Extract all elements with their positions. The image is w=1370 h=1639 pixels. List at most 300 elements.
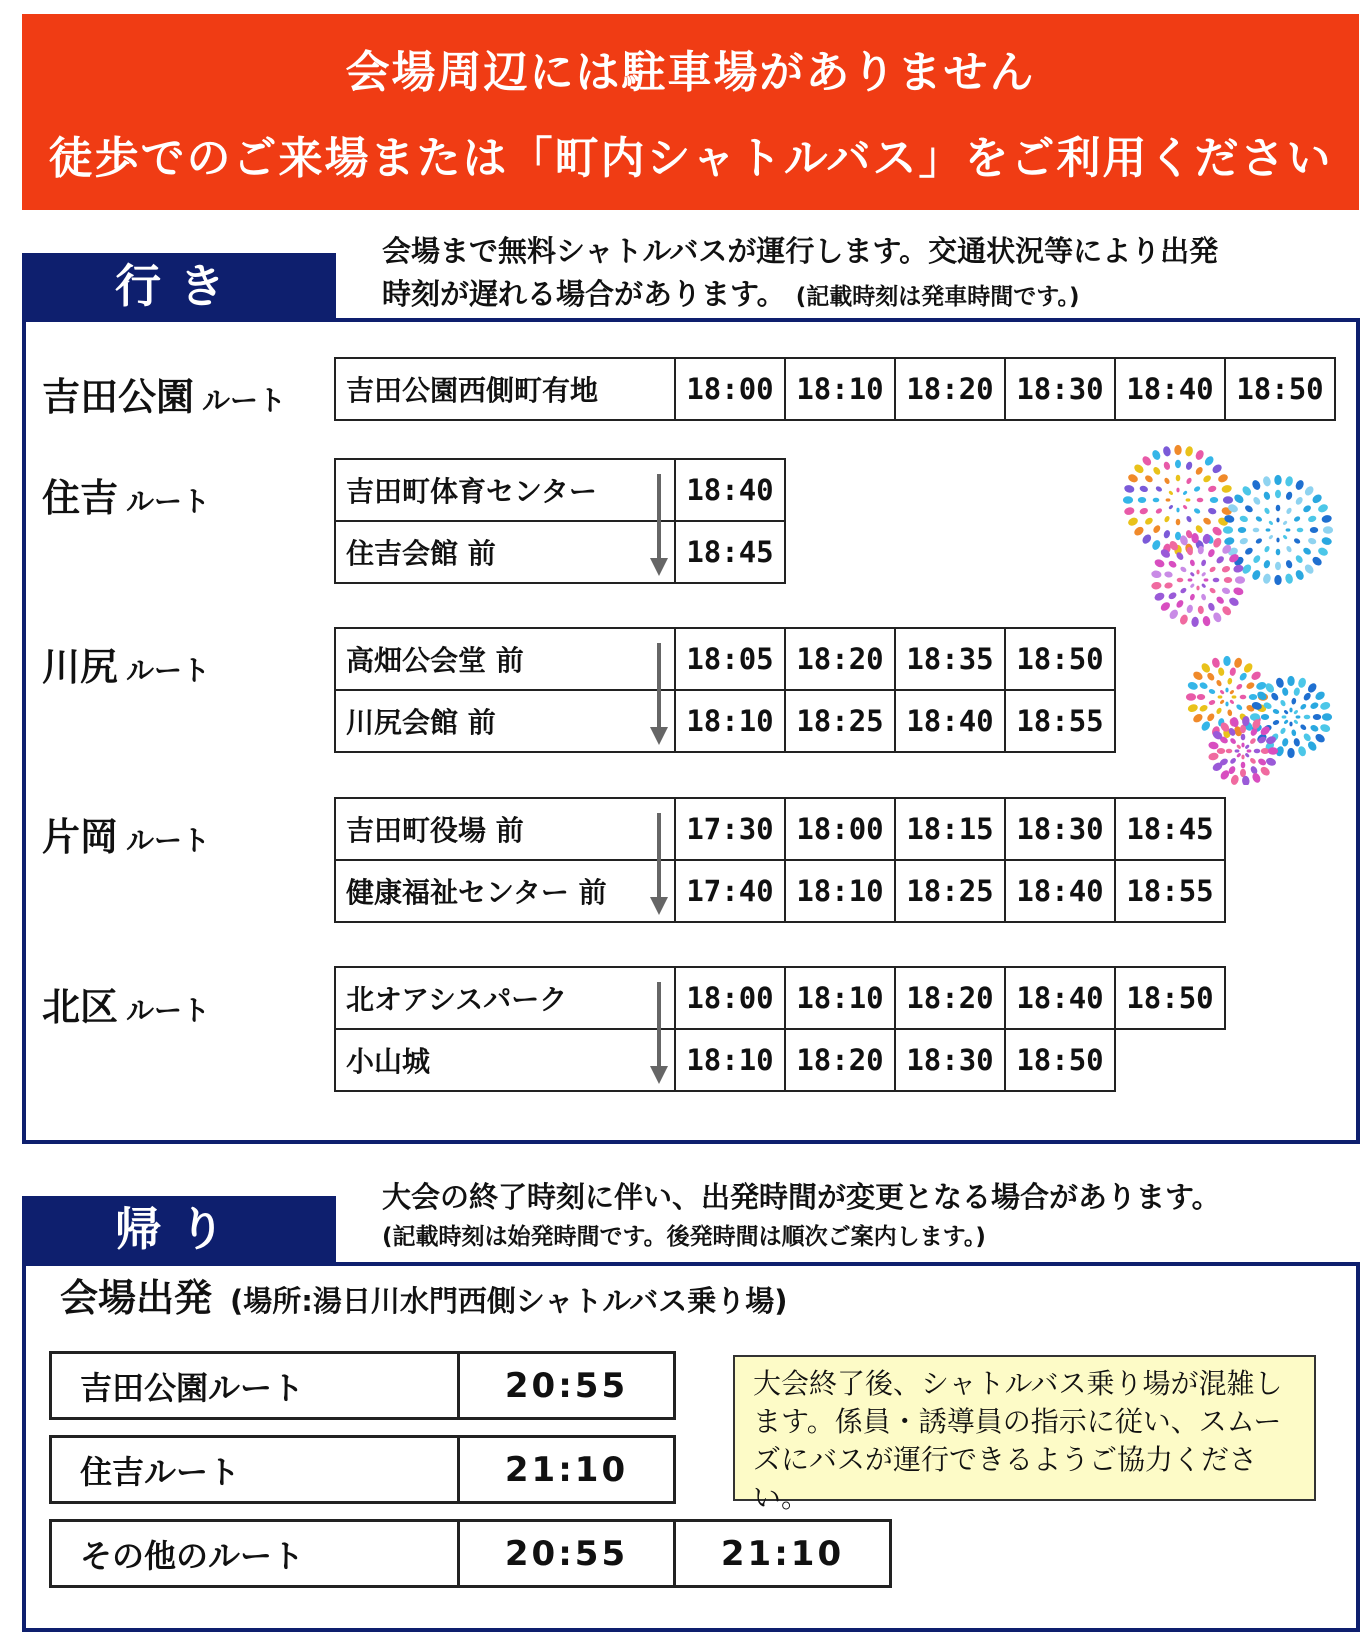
banner-line-2: 徒歩でのご来場または「町内シャトルバス」をご利用ください — [48, 133, 1333, 184]
firework-dot — [1193, 485, 1201, 492]
firework-dot — [1164, 582, 1173, 589]
timetable-yoshida-park — [334, 357, 1336, 421]
firework-dot — [1238, 527, 1246, 533]
departure-time: 18:25 — [895, 860, 1005, 922]
firework-dot — [1201, 571, 1207, 577]
timetable-kawashiri — [334, 627, 1116, 753]
departure-time: 18:30 — [895, 1029, 1005, 1091]
firework-dot — [1302, 504, 1312, 514]
firework-dot — [1255, 681, 1267, 691]
firework-dot — [1199, 704, 1209, 713]
firework-dot — [1174, 445, 1181, 455]
firework-dot — [1200, 593, 1206, 601]
departure-time: 18:00 — [785, 798, 895, 860]
firework-dot — [1302, 692, 1312, 702]
firework-dot — [1242, 662, 1254, 675]
empty-cell — [1115, 1029, 1225, 1091]
firework-dot — [1151, 539, 1162, 551]
firework-dot — [1133, 463, 1146, 475]
firework-dot — [1159, 600, 1172, 612]
firework-dot — [1211, 657, 1221, 669]
timetable-kataoka — [334, 797, 1226, 923]
firework-dot — [1262, 573, 1272, 585]
firework-dot — [1229, 667, 1237, 677]
firework-dot — [1199, 681, 1209, 690]
firework-dot — [1270, 692, 1280, 702]
firework-dot — [1139, 507, 1149, 515]
firework-dot — [1227, 678, 1233, 685]
firework-dot — [1133, 525, 1146, 537]
firework-dot — [1229, 699, 1235, 705]
firework-dot — [1221, 565, 1231, 574]
firework-dot — [1151, 449, 1162, 461]
firework-dot — [1200, 662, 1212, 675]
firework-dot — [1283, 719, 1289, 725]
firework-dot — [1179, 614, 1189, 626]
firework-dot — [1259, 765, 1272, 777]
departure-time: 18:00 — [675, 358, 785, 420]
firework-dot — [1235, 576, 1245, 583]
firework-dot — [1254, 749, 1261, 754]
firework-dot — [1223, 496, 1233, 503]
firework-dot — [1294, 569, 1305, 581]
departure-time: 18:20 — [895, 967, 1005, 1029]
firework-dot — [1217, 667, 1225, 677]
firework-dot — [1317, 503, 1329, 514]
firework-dot — [1291, 698, 1297, 705]
departure-location: (場所:湯日川水門西側シャトルバス乗り場) — [230, 1284, 788, 1318]
departure-time: 18:55 — [1005, 690, 1115, 752]
return-table-row-2 — [49, 1435, 676, 1504]
firework-dot — [1208, 699, 1216, 706]
firework-dot — [1297, 745, 1307, 757]
stop-name — [335, 798, 675, 860]
timetable-kitaku — [334, 966, 1226, 1092]
route-suffix: ルート — [202, 384, 287, 417]
return-route-name: 住吉ルート — [51, 1437, 459, 1503]
firework-dot — [1299, 703, 1307, 711]
firework-dot — [1255, 515, 1263, 522]
firework-dot — [1123, 484, 1135, 494]
firework-dot — [1163, 515, 1170, 523]
firework-dot — [1317, 546, 1329, 557]
firework-dot — [1276, 518, 1279, 523]
firework-dot — [1293, 719, 1299, 725]
firework-dot — [1233, 657, 1243, 669]
firework-dot — [1208, 741, 1219, 750]
firework-dot — [1186, 693, 1196, 700]
firework-dot — [1211, 463, 1224, 475]
return-route-name: その他のルート — [51, 1521, 459, 1587]
firework-dot — [1182, 490, 1188, 496]
stop-name — [335, 628, 675, 690]
firework-dot — [1287, 748, 1294, 758]
firework-dot — [1191, 617, 1199, 628]
firework-dot — [1321, 514, 1333, 524]
firework-dot — [1189, 593, 1195, 601]
firework-dot — [1166, 498, 1171, 501]
firework-dot — [1176, 508, 1179, 513]
firework-dot — [1210, 497, 1218, 503]
timetable-row — [335, 860, 1225, 922]
direction-arrow-icon — [650, 1030, 668, 1092]
firework-dot — [1186, 604, 1194, 614]
firework-dot — [1207, 548, 1216, 558]
firework-dot — [1323, 526, 1333, 533]
firework-dot — [1207, 485, 1217, 493]
firework-dot — [1141, 455, 1153, 468]
firework-dot — [1187, 681, 1199, 691]
firework-dot — [1229, 757, 1237, 765]
firework-dot — [1179, 566, 1187, 574]
firework-dot — [1167, 559, 1177, 569]
firework-dot — [1139, 485, 1149, 493]
stop-name-text: 吉田町役場 前 — [346, 814, 524, 847]
firework-dot — [1322, 713, 1332, 720]
return-intro-line1: 大会の終了時刻に伴い、出発時間が変更となる場合があります。 — [382, 1180, 1221, 1214]
firework-dot — [1262, 475, 1272, 487]
return-table-row-1 — [49, 1351, 676, 1420]
return-tab: 帰り — [22, 1196, 336, 1264]
firework-dot — [1276, 549, 1281, 556]
departure-time: 18:25 — [785, 690, 895, 752]
firework-dot — [1268, 520, 1274, 526]
firework-dot — [1141, 533, 1153, 546]
firework-dot — [1239, 537, 1249, 545]
return-intro — [382, 1176, 1221, 1255]
firework-dot — [1227, 709, 1233, 716]
departure-time: 18:10 — [675, 1029, 785, 1091]
timetable-row — [335, 1029, 1225, 1091]
firework-dot — [1209, 566, 1217, 574]
firework-dot — [1276, 505, 1281, 512]
return-route-name: 吉田公園ルート — [51, 1353, 459, 1419]
firework-dot — [1274, 475, 1281, 485]
firework-dot — [1293, 709, 1299, 715]
firework-dot — [1127, 473, 1139, 484]
firework-dot — [1303, 485, 1315, 498]
banner-line-1: 会場周辺には駐車場がありません — [345, 47, 1036, 98]
firework-dot — [1192, 712, 1205, 724]
firework-dot — [1206, 672, 1216, 682]
firework-dot — [1253, 528, 1260, 533]
firework-dot — [1241, 734, 1246, 741]
firework-dot — [1194, 466, 1204, 476]
firework-dot — [1272, 708, 1280, 715]
route-label-yoshida-park — [42, 366, 286, 421]
firework-dot — [1200, 720, 1212, 733]
firework-dot — [1289, 722, 1292, 727]
departure-time: 18:40 — [1115, 358, 1225, 420]
return-time: 20:55 — [459, 1521, 675, 1587]
firework-dot — [1255, 537, 1263, 544]
firework-dot — [1200, 559, 1206, 567]
firework-dot — [1247, 749, 1252, 752]
departure-time: 17:40 — [675, 860, 785, 922]
direction-arrow-icon — [650, 522, 668, 584]
firework-dot — [1314, 690, 1327, 702]
return-time: 21:10 — [675, 1521, 891, 1587]
firework-dot — [1185, 477, 1192, 485]
firework-dot — [1244, 752, 1250, 758]
route-label-kitaku — [42, 976, 210, 1031]
firework-dot — [1296, 715, 1301, 718]
firework-dot — [1182, 504, 1188, 510]
firework-dot — [1268, 747, 1278, 754]
firework-dot — [1212, 536, 1223, 548]
firework-dot — [1265, 757, 1277, 768]
firework-dot — [1241, 485, 1253, 498]
firework-dot — [1263, 507, 1270, 515]
departure-time: 18:50 — [1005, 628, 1115, 690]
firework-dot — [1225, 702, 1228, 707]
firework-dot — [1194, 524, 1204, 534]
firework-dot — [1249, 694, 1257, 700]
firework-dot — [1193, 507, 1201, 514]
stop-name-text: 川尻会館 前 — [346, 706, 496, 739]
route-label-kataoka — [42, 806, 210, 861]
departure-time: 17:30 — [675, 798, 785, 860]
firework-dot — [1189, 571, 1195, 577]
firework-dot — [1293, 687, 1301, 697]
firework-dot — [1244, 546, 1254, 556]
return-intro-line2: (記載時刻は始発時間です。後発時間は順次ご案内します。) — [382, 1224, 986, 1250]
departure-time: 18:15 — [895, 798, 1005, 860]
firework-dot — [1282, 534, 1288, 540]
firework-dot — [1162, 445, 1172, 457]
firework-dot — [1225, 688, 1228, 693]
route-label-sumiyoshi — [42, 467, 210, 522]
firework-dot — [1306, 682, 1318, 695]
firework-dot — [1152, 466, 1162, 476]
departure-time: 18:40 — [1005, 967, 1115, 1029]
firework-dot — [1241, 743, 1244, 748]
firework-dot — [1257, 757, 1267, 766]
firework-dot — [1293, 515, 1301, 522]
firework-dot — [1153, 591, 1165, 602]
firework-dot — [1223, 526, 1233, 533]
stop-name — [335, 860, 675, 922]
firework-dot — [1276, 538, 1279, 543]
firework-dot — [1215, 595, 1225, 605]
firework-dot — [1285, 491, 1293, 501]
firework-dot — [1176, 475, 1181, 482]
firework-dot — [1224, 577, 1232, 583]
firework-dot — [1285, 545, 1292, 553]
firework-dot — [1153, 498, 1160, 503]
route-name: 北区 — [42, 985, 119, 1029]
firework-dot — [1289, 708, 1292, 713]
firework-dot — [1307, 515, 1317, 523]
firework-dot — [1274, 575, 1281, 585]
firework-dot — [1203, 455, 1215, 468]
firework-dot — [1311, 555, 1324, 567]
departure-time: 18:40 — [895, 690, 1005, 752]
direction-arrow-shaft — [650, 799, 668, 861]
firework-dot — [1239, 515, 1249, 523]
firework-dot — [1212, 611, 1223, 623]
firework-dot — [1186, 498, 1191, 501]
firework-dot — [1252, 554, 1262, 564]
firework-dot — [1213, 578, 1220, 583]
firework-dot — [1215, 555, 1225, 565]
firework-dot — [1163, 461, 1171, 471]
firework-dot — [1202, 516, 1212, 526]
firework-dot — [1250, 670, 1263, 682]
firework-dot — [1309, 724, 1319, 733]
departure-time: 18:20 — [895, 358, 1005, 420]
firework-dot — [1163, 477, 1170, 485]
firework-dot — [1282, 520, 1288, 526]
route-name: 川尻 — [42, 645, 119, 689]
departure-time: 18:45 — [675, 521, 785, 583]
firework-dot — [1176, 519, 1181, 526]
firework-dot — [1208, 752, 1219, 761]
firework-dot — [1151, 581, 1162, 590]
firework-dot — [1279, 699, 1286, 707]
firework-dot — [1319, 723, 1331, 733]
firework-dot — [1251, 772, 1262, 784]
departure-time: 18:30 — [1005, 798, 1115, 860]
firework-dot — [1229, 737, 1237, 745]
firework-dot — [1223, 656, 1230, 666]
direction-arrow-shaft — [650, 460, 668, 522]
venue-departure-title — [60, 1267, 788, 1322]
outbound-intro-line2: 時刻が遅れる場合があります。 — [382, 277, 786, 311]
stop-name — [335, 690, 675, 752]
route-suffix: ルート — [126, 824, 211, 857]
firework-dot — [1263, 545, 1270, 553]
firework-dot — [1268, 534, 1274, 540]
firework-dot — [1286, 528, 1291, 531]
firework-dot — [1152, 524, 1162, 534]
firework-dot — [1261, 714, 1269, 720]
firework-dot — [1218, 695, 1223, 698]
firework-dot — [1293, 537, 1301, 544]
firework-dot — [1263, 491, 1271, 501]
firework-dot — [1123, 506, 1135, 516]
departure-time: 18:55 — [1115, 860, 1225, 922]
direction-arrow-shaft — [650, 968, 668, 1030]
firework-dot — [1311, 493, 1324, 505]
firework-dot — [1236, 744, 1242, 750]
firework-dot — [1249, 757, 1257, 765]
firework-dot — [1164, 571, 1173, 578]
firework-dot — [1151, 570, 1162, 579]
firework-dot — [1207, 507, 1217, 515]
venue-departure-label: 会場出発 — [60, 1276, 213, 1320]
firework-dot — [1228, 596, 1241, 608]
firework-dot — [1219, 699, 1225, 705]
firework-dot — [1284, 475, 1294, 487]
firework-dot — [1282, 715, 1287, 718]
firework-dot — [1244, 744, 1250, 750]
firework-dot — [1197, 498, 1204, 503]
firework-dot — [1204, 578, 1209, 581]
return-table-row-3 — [49, 1519, 892, 1588]
firework-dot — [1302, 546, 1312, 556]
firework-dot — [1144, 474, 1154, 484]
departure-time: 18:45 — [1115, 798, 1225, 860]
departure-time: 18:10 — [785, 860, 895, 922]
firework-dot — [1251, 569, 1262, 581]
route-label-kawashiri — [42, 636, 210, 691]
firework-dot — [1167, 591, 1177, 601]
firework-dot — [1235, 749, 1240, 752]
departure-time: 18:20 — [785, 1029, 895, 1091]
stop-name-text: 北オアシスパーク — [346, 983, 568, 1016]
firework-dot — [1272, 719, 1280, 726]
departure-time: 18:30 — [1005, 358, 1115, 420]
timetable-row — [335, 521, 785, 583]
firework-dot — [1263, 559, 1271, 569]
parking-notice-banner — [22, 14, 1359, 210]
firework-dot — [1223, 536, 1235, 546]
firework-dot — [1209, 587, 1217, 595]
firework-dot — [1285, 559, 1293, 569]
firework-dot — [1153, 558, 1165, 569]
firework-dot — [1217, 748, 1225, 754]
firework-dot — [1221, 484, 1233, 494]
firework-dot — [1241, 755, 1244, 760]
timetable-row — [335, 628, 1115, 690]
direction-arrow-icon — [650, 861, 668, 923]
firework-dot — [1230, 716, 1240, 728]
firework-dot — [1232, 586, 1244, 596]
firework-dot — [1266, 528, 1271, 531]
firework-dot — [1314, 732, 1327, 744]
firework-dot — [1168, 490, 1174, 496]
firework-dot — [1297, 528, 1304, 533]
firework-dot — [1294, 479, 1305, 491]
firework-dot — [1168, 504, 1174, 510]
firework-dot — [1283, 709, 1289, 715]
route-name: 住吉 — [42, 476, 119, 520]
departure-time: 18:50 — [1225, 358, 1335, 420]
firework-dot — [1321, 536, 1333, 546]
firework-dot — [1201, 583, 1207, 589]
firework-dot — [1304, 715, 1311, 720]
firework-dot — [1236, 752, 1242, 758]
direction-arrow-icon — [650, 691, 668, 753]
firework-dot — [1192, 670, 1205, 682]
firework-dot — [1275, 562, 1281, 570]
firework-dot — [1226, 749, 1233, 754]
firework-dot — [1177, 578, 1184, 583]
firework-dot — [1185, 515, 1192, 523]
departure-time: 18:20 — [785, 628, 895, 690]
firework-dot — [1294, 496, 1304, 506]
route-suffix: ルート — [126, 654, 211, 687]
firework-dot — [1287, 676, 1294, 686]
stop-name — [335, 358, 675, 420]
stop-name-text: 吉田町体育センター — [346, 475, 597, 508]
firework-dot — [1245, 681, 1255, 690]
firework-dot — [1251, 479, 1262, 491]
return-time: 20:55 — [459, 1353, 675, 1419]
firework-dot — [1241, 762, 1246, 769]
congestion-notice: 大会終了後、シャトルバス乗り場が混雑します。係員・誘導員の指示に従い、スムーズにバスが運行できるようご協力ください。 — [733, 1355, 1316, 1501]
firework-dot — [1233, 493, 1246, 505]
route-suffix: ルート — [126, 485, 211, 518]
departure-time: 18:05 — [675, 628, 785, 690]
fireworks-illustration-small — [1185, 655, 1335, 785]
timetable-row — [335, 798, 1225, 860]
stop-name-text: 吉田公園西側町有地 — [346, 374, 599, 407]
timetable-row — [335, 690, 1115, 752]
firework-dot — [1163, 529, 1171, 539]
stop-name-text: 健康福祉センター 前 — [346, 876, 607, 909]
